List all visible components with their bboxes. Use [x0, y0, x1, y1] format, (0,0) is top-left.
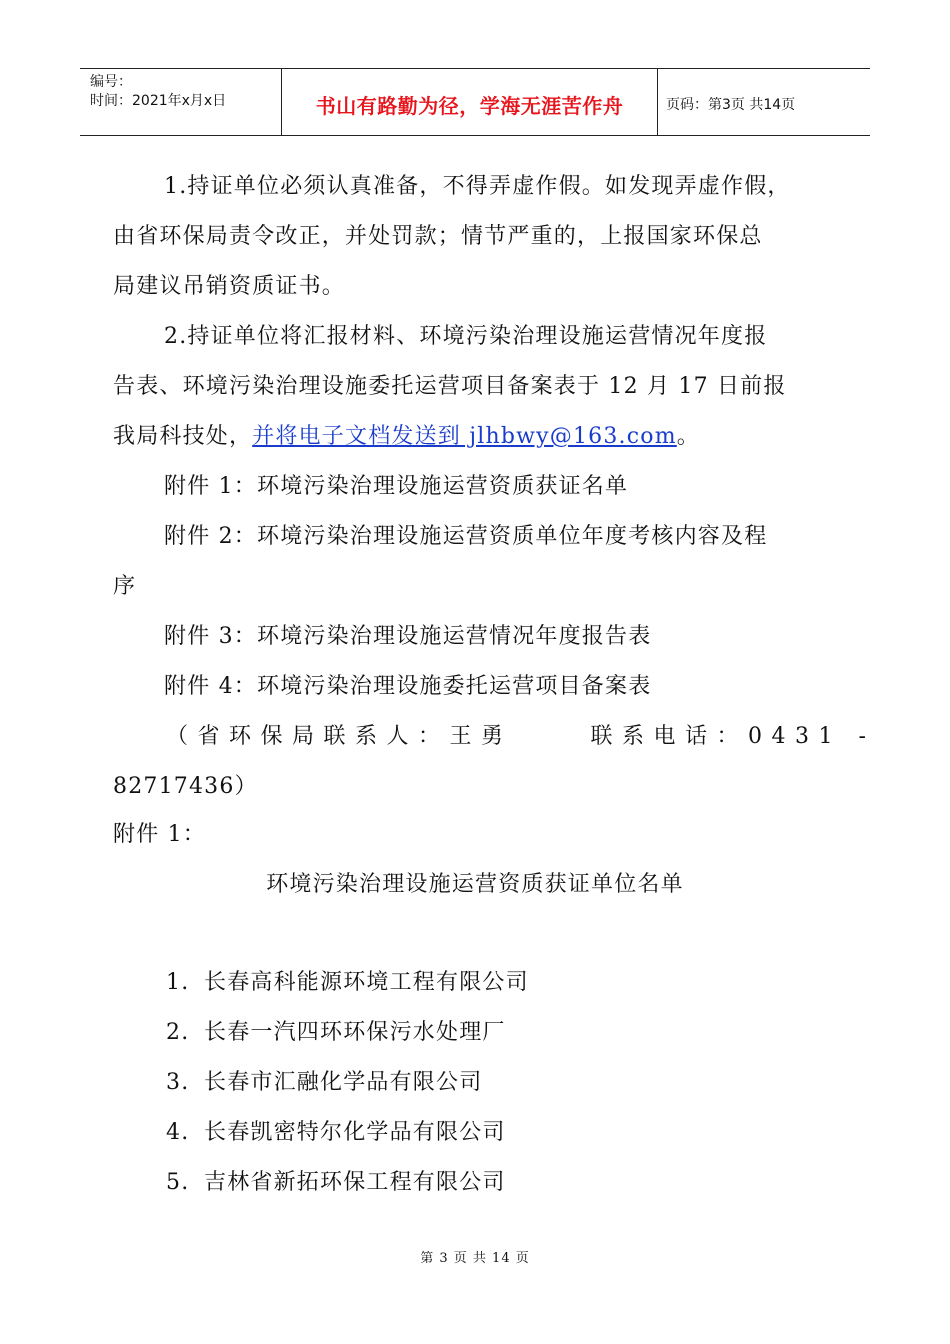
paragraph-2-line-3: [113, 422, 700, 452]
list-item: [166, 1118, 506, 1148]
header-page-info: 页码：第3页 共14页: [666, 97, 796, 113]
paragraph-1-line-3: 局建议吊销资质证书。: [113, 274, 346, 299]
list-item: [166, 1168, 506, 1198]
paragraph-2-line-1: 2.持证单位将汇报材料、环境污染治理设施运营情况年度报: [164, 324, 768, 349]
list-item-name: 长春高科能源环境工程有限公司: [204, 970, 529, 995]
attachment-3: 附件 3：环境污染治理设施运营情况年度报告表: [164, 624, 652, 649]
list-item: [166, 1018, 506, 1048]
list-item-name: 长春凯密特尔化学品有限公司: [204, 1120, 506, 1145]
number-label: 编号：: [90, 74, 132, 90]
appendix-title: 环境污染治理设施运营资质获证单位名单: [266, 872, 684, 897]
appendix-label: 附件 1：: [113, 822, 206, 847]
contact-line: [166, 722, 875, 752]
list-item-name: 长春一汽四环环保污水处理厂: [204, 1020, 506, 1045]
page-footer: 第 3 页 共 14 页: [420, 1251, 530, 1266]
email-link[interactable]: 并将电子文档发送到 jlhbwy@163.com: [252, 424, 677, 449]
list-item-number: 3.: [166, 1070, 190, 1095]
attachment-2-line-1: 附件 2：环境污染治理设施运营资质单位年度考核内容及程: [164, 524, 768, 549]
list-item: [166, 968, 529, 998]
contact-phone-continued: 82717436）: [113, 774, 258, 799]
time-label: 时间：2021年x月x日: [90, 93, 227, 109]
list-item-name: 吉林省新拓环保工程有限公司: [204, 1170, 506, 1195]
header-motto: 书山有路勤为径，学海无涯苦作舟: [282, 69, 658, 135]
header-meta: [80, 69, 282, 135]
list-item-number: 4.: [166, 1120, 190, 1145]
list-item-name: 长春市汇融化学品有限公司: [204, 1070, 483, 1095]
paragraph-1-line-1: 1.持证单位必须认真准备，不得弄虚作假。如发现弄虚作假，: [164, 174, 791, 199]
document-header: [80, 68, 870, 136]
attachment-1: 附件 1：环境污染治理设施运营资质获证名单: [164, 474, 629, 499]
paragraph-1-line-2: 由省环保局责令改正，并处罚款；情节严重的，上报国家环保总: [113, 224, 763, 249]
contact-phone: 联系电话：0431 -: [590, 724, 876, 749]
contact-person: （省环保局联系人：王勇: [166, 724, 513, 749]
paragraph-2-line-2: 告表、环境污染治理设施委托运营项目备案表于 12 月 17 日前报: [113, 374, 787, 399]
paragraph-2-line-3-suffix: 。: [676, 424, 700, 449]
attachment-4: 附件 4：环境污染治理设施委托运营项目备案表: [164, 674, 652, 699]
list-item-number: 5.: [166, 1170, 190, 1195]
list-item-number: 2.: [166, 1020, 190, 1045]
list-item: [166, 1068, 482, 1098]
attachment-2-line-2: 序: [113, 574, 137, 599]
list-item-number: 1.: [166, 970, 190, 995]
paragraph-2-line-3-prefix: 我局科技处，: [113, 424, 253, 449]
